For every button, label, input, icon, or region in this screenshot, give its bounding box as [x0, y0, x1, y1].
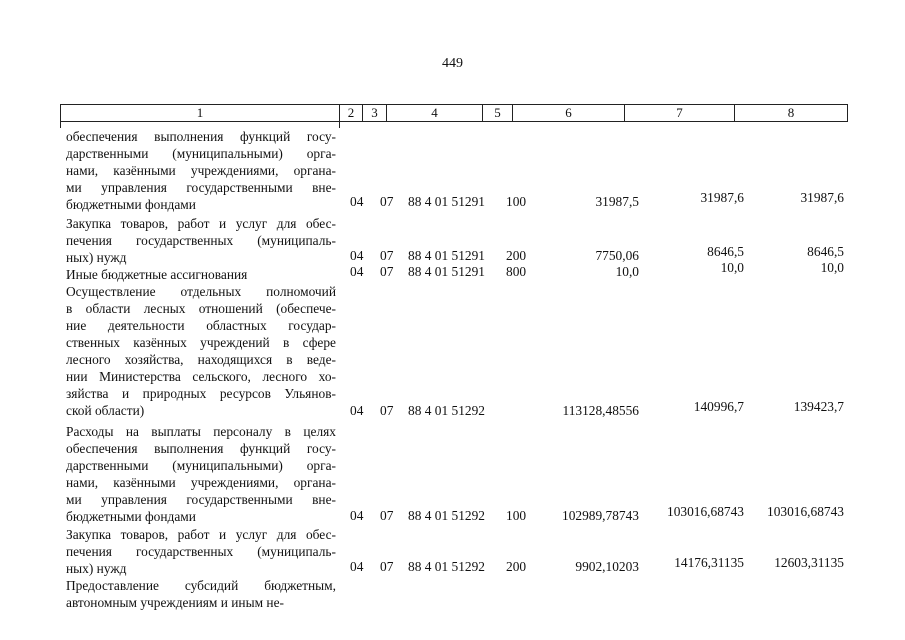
row-text-line: обеспечения выполнения функций госу-	[66, 129, 336, 144]
table-left-rule	[60, 122, 61, 128]
cell-c8: 10,0	[820, 260, 844, 275]
cell-c6: 113128,48556	[562, 403, 639, 418]
cell-c4: 88 4 01 51291	[408, 194, 485, 209]
cell-c7: 140996,7	[693, 399, 744, 414]
header-col-1: 1	[61, 105, 340, 121]
row-text-line: печения государственных (муниципаль-	[66, 233, 336, 248]
cell-c6: 9902,10203	[575, 559, 639, 574]
cell-c5: 100	[506, 194, 527, 209]
row-text-line: Осуществление отдельных полномочий	[66, 284, 336, 299]
row-text-line: в области лесных отношений (обеспече-	[66, 301, 336, 316]
row-text-line: печения государственных (муниципаль-	[66, 544, 336, 559]
row-text-line: нии Министерства сельского, лесного хо-	[66, 369, 336, 384]
cell-c7: 8646,5	[707, 244, 744, 259]
cell-c2: 04	[350, 403, 364, 418]
cell-c2: 04	[350, 194, 364, 209]
cell-c7: 14176,31135	[674, 555, 744, 570]
cell-c3: 07	[380, 248, 394, 263]
row-text-line: ственных казённых учреждений в сфере	[66, 335, 336, 350]
row-text-line: Расходы на выплаты персоналу в целях	[66, 424, 336, 439]
row-text-line: бюджетными фондами	[66, 197, 196, 212]
row-text-line: нами, казёнными учреждениями, органа-	[66, 475, 336, 490]
row-text-line: Закупка товаров, работ и услуг для обес-	[66, 216, 336, 231]
cell-c3: 07	[380, 559, 394, 574]
cell-c5: 200	[506, 559, 527, 574]
header-col-3: 3	[363, 105, 387, 121]
cell-c6: 102989,78743	[562, 508, 639, 523]
row-text-line: дарственными (муниципальными) орга-	[66, 458, 336, 473]
cell-c2: 04	[350, 248, 364, 263]
page-number: 449	[442, 56, 463, 71]
row-text-line: ных) нужд	[66, 561, 127, 576]
header-col-8: 8	[787, 105, 795, 120]
row-text-line: ние деятельности областных государ-	[66, 318, 336, 333]
row-text-line: лесного хозяйства, находящихся в веде-	[66, 352, 336, 367]
row-text-line: ской области)	[66, 403, 145, 418]
cell-c5: 200	[506, 248, 527, 263]
cell-c5: 100	[506, 508, 527, 523]
cell-c4: 88 4 01 51291	[408, 248, 485, 263]
row-text-line: ми управления государственными вне-	[66, 180, 336, 195]
cell-c7: 103016,68743	[667, 504, 744, 519]
row-text-line: нами, казёнными учреждениями, органа-	[66, 163, 336, 178]
cell-c2: 04	[350, 559, 364, 574]
table-col-rule	[339, 122, 340, 128]
cell-c7: 31987,6	[700, 190, 744, 205]
cell-c4: 88 4 01 51291	[408, 264, 485, 279]
row-text-line: дарственными (муниципальными) орга-	[66, 146, 336, 161]
cell-c2: 04	[350, 508, 364, 523]
cell-c8: 8646,5	[807, 244, 844, 259]
row-text-line: ных) нужд	[66, 250, 127, 265]
cell-c3: 07	[380, 194, 394, 209]
cell-c8: 31987,6	[800, 190, 844, 205]
cell-c4: 88 4 01 51292	[408, 508, 485, 523]
cell-c8: 12603,31135	[774, 555, 844, 570]
table-header	[60, 104, 848, 122]
cell-c4: 88 4 01 51292	[408, 403, 485, 418]
cell-c6: 31987,5	[595, 194, 639, 209]
cell-c4: 88 4 01 51292	[408, 559, 485, 574]
cell-c6: 10,0	[615, 264, 639, 279]
row-text-line: ми управления государственными вне-	[66, 492, 336, 507]
cell-c2: 04	[350, 264, 364, 279]
cell-c8: 139423,7	[793, 399, 844, 414]
cell-c3: 07	[380, 403, 394, 418]
row-text-line: Иные бюджетные ассигнования	[66, 267, 248, 282]
cell-c8: 103016,68743	[767, 504, 844, 519]
header-col-7: 7	[625, 105, 735, 121]
cell-c3: 07	[380, 508, 394, 523]
cell-c3: 07	[380, 264, 394, 279]
cell-c7: 10,0	[720, 260, 744, 275]
row-text-line: Предоставление субсидий бюджетным,	[66, 578, 336, 593]
header-col-5: 5	[483, 105, 513, 121]
row-text-line: зяйства и природных ресурсов Ульянов-	[66, 386, 336, 401]
cell-c6: 7750,06	[595, 248, 639, 263]
row-text-line: обеспечения выполнения функций госу-	[66, 441, 336, 456]
row-text-line: Закупка товаров, работ и услуг для обес-	[66, 527, 336, 542]
header-col-2: 2	[340, 105, 363, 121]
row-text-line: автономным учреждениям и иным не-	[66, 595, 284, 610]
row-text-line: бюджетными фондами	[66, 509, 196, 524]
cell-c5: 800	[506, 264, 527, 279]
header-col-4: 4	[387, 105, 483, 121]
header-col-6: 6	[513, 105, 625, 121]
